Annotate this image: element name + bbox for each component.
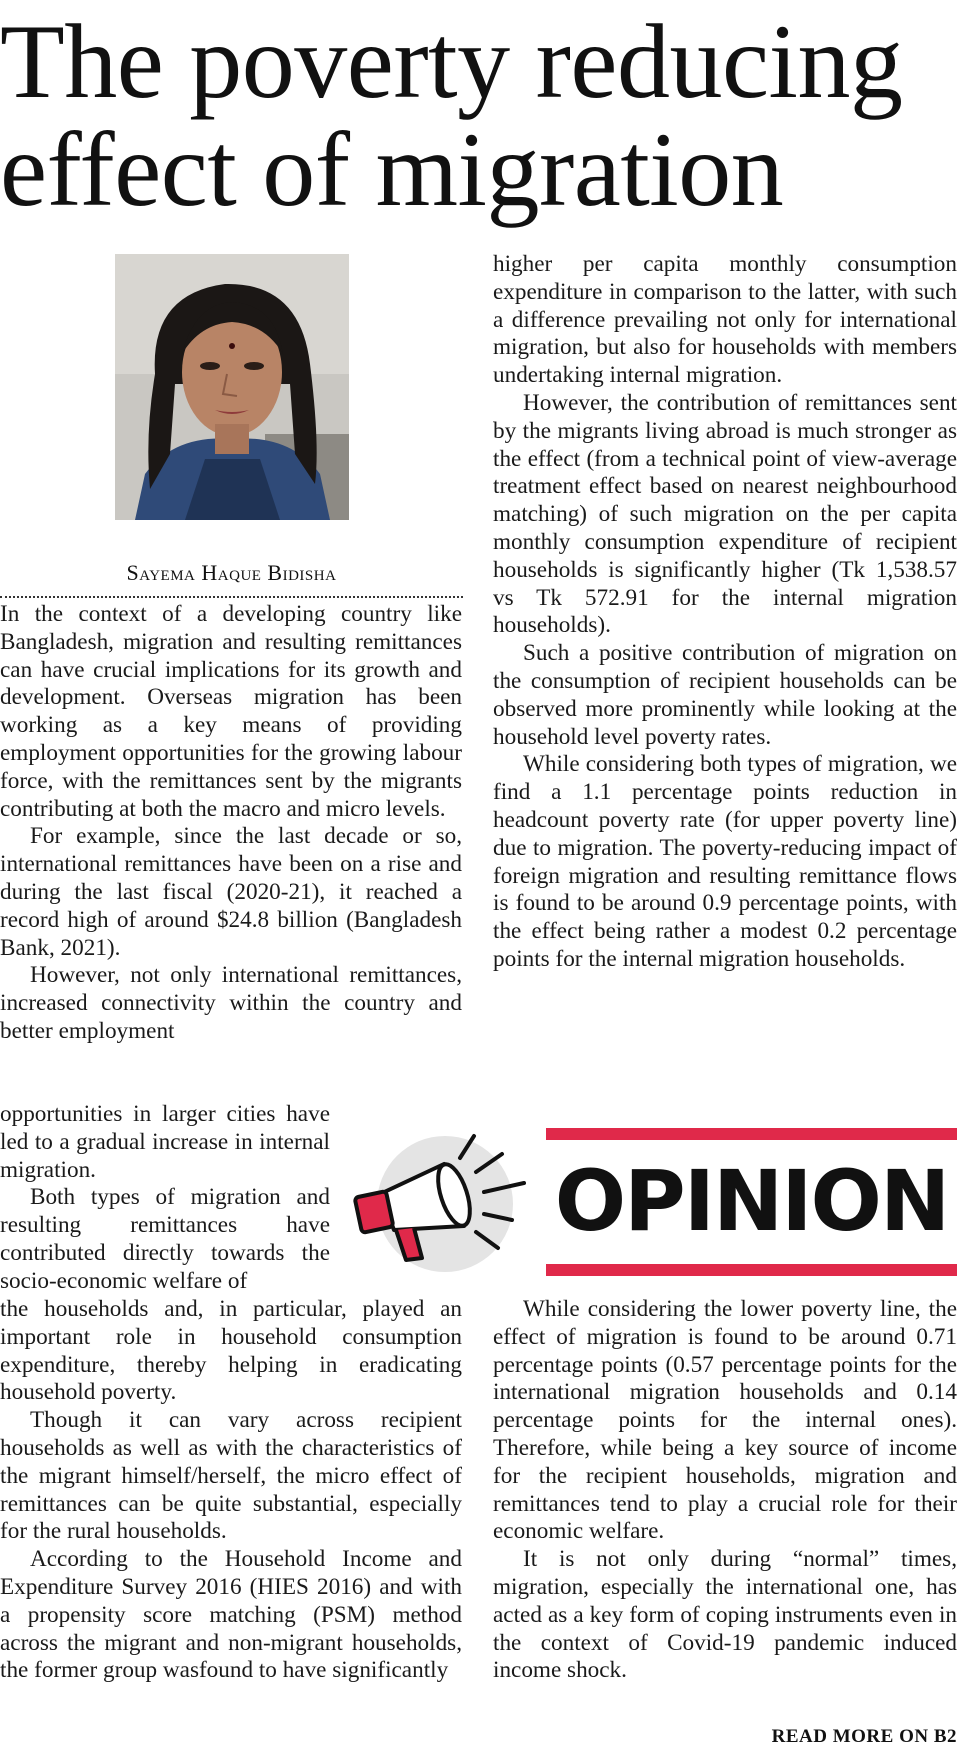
author-photo bbox=[115, 254, 349, 520]
headline-line-1: The poverty reducing bbox=[0, 3, 903, 120]
paragraph: However, not only international remittances, increased connectivity within the country and better employment bbox=[0, 962, 462, 1044]
paragraph: opportunities in larger cities have led to a gradual increase in internal migration. bbox=[0, 1101, 330, 1183]
left-column-wrap bbox=[0, 1101, 330, 1296]
headline bbox=[0, 3, 957, 228]
paragraph: While considering both types of migration, we find a 1.1 percentage points reduction in headcount poverty rate (for upper poverty line) due to migration. The poverty-reducing impact of foreign migration and resulting remittance flows is found to be around 0.9 percentage points, with the effect being rather a modest 0.2 percentage points for the internal migration households. bbox=[493, 751, 957, 972]
paragraph: In the context of a developing country like Bangladesh, migration and resulting remittances can have crucial implications for its growth and development. Overseas migration has been working as a key means of providing employment opportunities for the growing labour force, with the remittances sent by the migrants contributing at both the macro and micro levels. bbox=[0, 601, 462, 822]
paragraph: Such a positive contribution of migration on the consumption of recipient households can be observed more prominently while looking at the household level poverty rates. bbox=[493, 640, 957, 750]
read-more-link[interactable]: READ MORE ON B2 bbox=[771, 1726, 957, 1747]
opinion-banner bbox=[352, 1128, 957, 1276]
paragraph: the households and, in particular, played an important role in household consumption expenditure, thereby helping in eradicating household poverty. bbox=[0, 1296, 462, 1406]
author-portrait bbox=[115, 254, 349, 520]
author-byline: Sayema Haque Bidisha bbox=[126, 560, 337, 585]
opinion-label: OPINION bbox=[554, 1152, 949, 1250]
headline-line-2: effect of migration bbox=[0, 111, 784, 228]
paragraph: Though it can vary across recipient households as well as with the characteristics of the migrant himself/herself, the micro effect of remittances can be quite substantial, especially for the rural households. bbox=[0, 1407, 462, 1545]
opinion-bar-top bbox=[546, 1128, 957, 1140]
paragraph: According to the Household Income and Expenditure Survey 2016 (HIES 2016) and with a propensity score matching (PSM) method across the migrant and non-migrant households, the former group wasfound to have significantly bbox=[0, 1546, 462, 1684]
right-column-top bbox=[493, 251, 957, 974]
right-column-bottom bbox=[493, 1296, 957, 1685]
left-column-bottom bbox=[0, 1296, 462, 1685]
byline-divider bbox=[0, 596, 463, 598]
paragraph: It is not only during “normal” times, migration, especially the international one, has acted as a key form of coping instruments even in the context of Covid-19 pandemic induced income shock. bbox=[493, 1546, 957, 1684]
left-column-top bbox=[0, 601, 462, 1046]
opinion-bar-bottom bbox=[546, 1264, 957, 1276]
megaphone-icon bbox=[352, 1128, 542, 1276]
paragraph: Both types of migration and resulting remittances have contributed directly towards the socio-economic welfare of bbox=[0, 1184, 330, 1294]
paragraph: However, the contribution of remittances sent by the migrants living abroad is much stronger as the effect (from a technical point of view-average treatment effect based on nearest neighbourhood matching) of such migration on the per capita monthly consumption expenditure of recipient households is significantly higher (Tk 1,538.57 vs Tk 572.91 for the internal migration households). bbox=[493, 389, 957, 639]
paragraph: For example, since the last decade or so, international remittances have been on a rise and during the last fiscal (2020-21), it reached a record high of around $24.8 billion (Bangladesh Bank, 2021). bbox=[0, 823, 462, 961]
paragraph: higher per capita monthly consumption expenditure in comparison to the latter, with such a difference prevailing not only for international migration, but also for households with members undertaking internal migration. bbox=[493, 251, 957, 389]
paragraph: While considering the lower poverty line, the effect of migration is found to be around 0.71 percentage points (0.57 percentage points for the international migration households and 0.14 percentage points for the internal ones). Therefore, while being a key source of income for the recipient households, migration and remittances tend to play a crucial role for their economic welfare. bbox=[493, 1296, 957, 1545]
